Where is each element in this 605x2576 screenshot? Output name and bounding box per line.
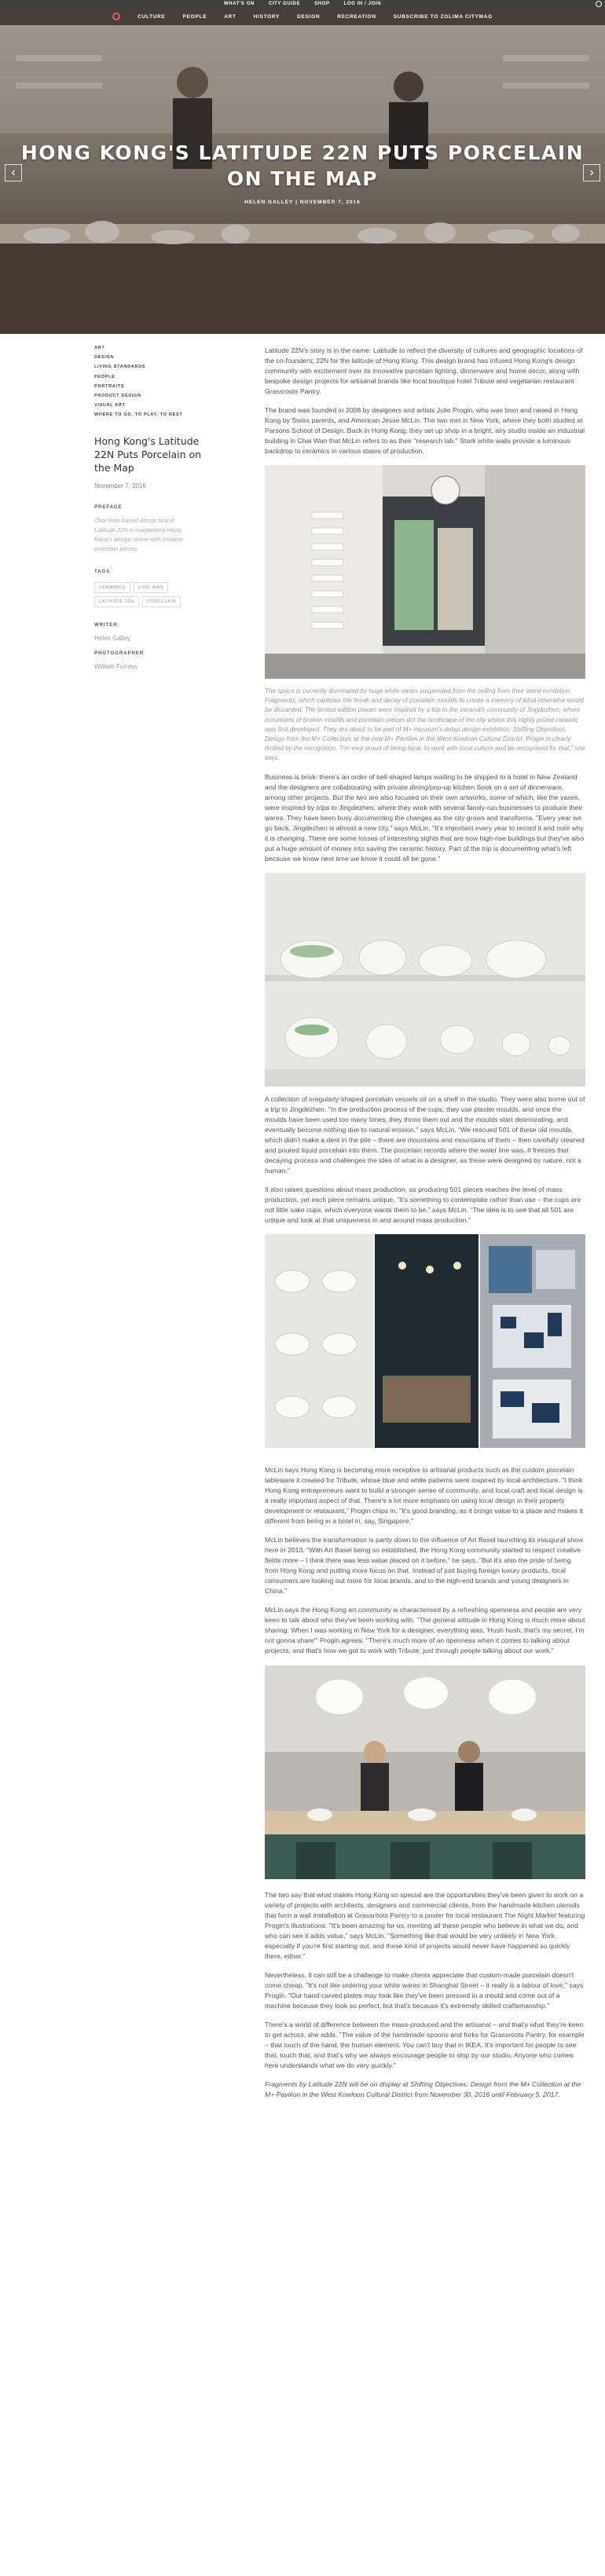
- search-icon[interactable]: [596, 1, 602, 7]
- category-design[interactable]: DESIGN: [94, 355, 115, 361]
- nav-item-people[interactable]: PEOPLE: [182, 13, 207, 20]
- tag-chai-wan[interactable]: CHAI WAN: [134, 582, 168, 593]
- paragraph: Nevertheless, it can still be a challenge to make clients appreciate that custom-made porcelain doesn't come cheap. "It's not like ordering your white wares in Shanghai Street – it really is a labour of love," says Progin. "Our hand-carved plates may look like they've been pressed in a mould and come out of a machine because they look so perfect, but that's because it's extremely skilled craftsmanship.": [265, 1970, 584, 2010]
- paragraph: McLin says the Hong Kong art community is characterised by a refreshing openness and people are very keen to talk about who they've been working with. "The general attitude in Hong Kong is much more about sharing. When I was working in New York for a designer, everything was, 'Hush hush, that's my secret, I'm not gonna share'" Progin agrees. "There's much more of an openness when it comes to talking about projects, and that's how we got to work with Tribute, just through people talking about our work.": [265, 1605, 585, 1654]
- hero-byline: HELEN GALLEY | NOVEMBER 7, 2016: [244, 200, 361, 205]
- tags-heading: TAGS: [94, 570, 111, 575]
- preface-heading: PREFACE: [94, 505, 123, 511]
- shop-link[interactable]: SHOP: [314, 2, 330, 6]
- top-utility-bar: [0, 0, 605, 8]
- studio-photo: [265, 465, 585, 679]
- sidebar-article-title: Hong Kong's Latitude 22N Puts Porcelain on the Map: [94, 435, 202, 475]
- nav-item-culture[interactable]: CULTURE: [138, 13, 166, 20]
- paragraph: Business is brisk: there's an order of bell-shaped lamps waiting to be shipped to a hotel in New Zealand and the designers are collaborating with private dining/pop-up kitchen Sook on a set of dinnerware, among other projects. But the two are also focused on their own artworks, some of which, like the vases, were inspired by trips to Jingdezhen, where they work with several family-run businesses to produce their wares. They have been busy documenting the changes as the city grows and transforms. "Every year we go back, Jingdezhen is almost a new city," says McLin. "It's important every year to record it and note why it is changing. There are some losses of interesting sights that are now high-rise buildings but they've also put a huge amount of money into saving the ceramic history. Part of the trip is documenting what's left because we know next time we know it could all be gone.": [265, 772, 585, 863]
- paragraph: The two say that what makes Hong Kong so special are the opportunities they've been given to work on a variety of projects with architects, designers and commercial clients, from the handmade kitchen utensils that form a wall installation at Grassroots Pantry to a poster for local restaurant The Night Market featuring Progin's illustrations. "It's been amazing for us, meeting all these people who believe in what we do, and who can see it adds value," says McLin. "Something like that would be very unlikely in New York, especially if you're first starting out, and these kind of projects would never have happened so quickly there, either.": [265, 1890, 585, 1960]
- writer-name[interactable]: Helen Galley: [94, 635, 130, 643]
- paragraph: The brand was founded in 2008 by designers and artists Julie Progin, who was born and raised in Hong Kong by Swiss parents, and American Jesse McLin. The two met in New York, where they both studied at Parsons School of Design. Back in Hong Kong, they set up shop in a bright, airy studio inside an industrial building in Chai Wan that McLin refers to as their "research lab." Stark white walls provide a luminous backdrop to ceramics in various states of production.: [265, 406, 585, 455]
- main-nav: [0, 8, 605, 25]
- next-arrow-icon[interactable]: ›: [583, 164, 600, 181]
- tag-latitude-22n[interactable]: LATITUDE 22N: [94, 596, 139, 607]
- photographer-name[interactable]: William Furniss: [94, 663, 138, 671]
- category-art[interactable]: ART: [94, 346, 105, 350]
- whats-on-link[interactable]: WHAT'S ON: [223, 2, 255, 6]
- paragraph: It also raises questions about mass production, as producing 501 pieces reaches the level of mass production, yet each piece remains unique. "It's something to contemplate rather than use – the cups are not little sake cups, which everyone wants them to be," says McLin. "The idea is to see that all 501 are unique and look at that uniqueness in and around mass production.": [265, 1185, 581, 1224]
- logo-icon[interactable]: [112, 13, 120, 20]
- hero-title: HONG KONG'S LATITUDE 22N PUTS PORCELAIN ON THE MAP: [20, 141, 585, 190]
- nav-item-art[interactable]: ART: [224, 13, 236, 20]
- nav-item-recreation[interactable]: RECREATION: [337, 13, 376, 20]
- paragraph: Latitude 22N's story is in the name: Latitude to reflect the diversity of cultures and geographic locations of the co-founders; 22N for the latitude of Hong Kong. This design brand has infused Hong Kong's design community with excitement over its innovative porcelain lighting, dinnerware and home décor, along with bespoke design projects for artisanal brands like local boutique hotel Tribute and vegetarian restaurant Grassroots Pantry.: [265, 346, 583, 395]
- previous-arrow-icon[interactable]: ‹: [5, 164, 22, 181]
- city-guide-link[interactable]: CITY GUIDE: [268, 2, 301, 6]
- photo-caption: The space is currently dominated by huge white vases suspended from the ceiling from their latest exhibition, Fragments, which captures the break and decay of porcelain moulds to create a memory of what otherwise would be discarded. The limited edition pieces were inspired by a trip to the ceramics community of Jingdezhen, where mountains of broken moulds and porcelain pieces dot the landscape of the city where this highly prized ceramic was first developed. They are about to be part of M+ museum's debut design exhibition, Shifting Objectives: Design from the M+ Collection, at the new M+ Pavilion in the West Kowloon Cultural District. Progin is clearly thrilled by the recognition. "I'm very proud of being local, to work with local culture and be recognised for that," she says.: [265, 687, 585, 762]
- porcelain-vessels-photo: [265, 873, 585, 1086]
- sidebar-date: November 7, 2016: [94, 482, 146, 490]
- photo-collage: [265, 1234, 585, 1448]
- nav-item-history[interactable]: HISTORY: [253, 13, 280, 20]
- nav-item-design[interactable]: DESIGN: [297, 13, 321, 20]
- paragraph: McLin says Hong Kong is becoming more receptive to artisanal products such as the custom porcelain tableware it created for Tribute, whose blue and white patterns were inspired by local architecture. "I think Hong Kong entrepreneurs want to build a stronger sense of community, and local craft and local design is a really important aspect of that. There's a lot more emphasis on using local design in their property development or restaurant," Progin chips in. "It's good branding, as it brings value to a place and makes it different from being in a hotel in, say, Singapore.": [265, 1465, 583, 1525]
- category-portraits[interactable]: PORTRAITS: [94, 383, 125, 389]
- writer-heading: WRITER: [94, 623, 118, 628]
- preface-text: Chai Wan-based design brand Latitude 22N is invigorating Hong Kong's design scene with creative porcelain pieces: [94, 517, 183, 553]
- paragraph: A collection of irregularly-shaped porcelain vessels sit on a shelf in the studio. They were also borne out of a trip to Jingdezhen. "In the production process of the cups, they use plaster moulds, and once the moulds have been used too many times, they throw them out and the moulds start deteriorating, and eventually become nothing due to natural erosion," says McLin. "We rescued 501 of these old moulds, which didn't make a dent in the pile – there are mountains and mountains of them – then carefully cleaned and poured liquid porcelain into them. The porcelain records where the water line was. It freezes that decaying process and challenges the idea of what is a designer, as these were designed by nature, not a human.": [265, 1094, 585, 1174]
- photographer-heading: PHOTOGRAPHER: [94, 651, 145, 657]
- article-body: [265, 346, 585, 2109]
- founders-portrait-photo: [265, 1665, 585, 1879]
- category-product-design[interactable]: PRODUCT DESIGN: [94, 393, 141, 398]
- login-link[interactable]: LOG IN / JOIN: [343, 2, 382, 6]
- tag-list: [94, 582, 204, 607]
- category-people[interactable]: PEOPLE: [94, 374, 116, 379]
- exhibition-note: Fragments by Latitude 22N will be on display at Shifting Objectives: Design from the M+ Collection at the M+ Pavilion in the West Kowloon Cultural District from November 30, 2016 until February 5, 2017.: [265, 2079, 581, 2098]
- nav-item-subscribe[interactable]: SUBSCRIBE TO ZOLIMA CITYMAG: [393, 13, 493, 20]
- tag-porcelain[interactable]: PORCELAIN: [142, 596, 181, 607]
- paragraph: McLin believes the transformation is partly down to the influence of Art Basel launching its inaugural show here in 2013. "With Art Basel being so established, the Hong Kong community started to respect creative fields more – I think there was less value placed on it before," he says. "But it's also the pride of being from Hong Kong and putting more focus on that. Instead of just buying foreign luxury products, local consumers are looking out more for local brands, and to the high-end brands and young designers in China.": [265, 1535, 584, 1595]
- article-sidebar: [94, 346, 236, 670]
- tag-ceramics[interactable]: CERAMICS: [94, 582, 130, 593]
- category-living-standards[interactable]: LIVING STANDARDS: [94, 365, 146, 370]
- category-visual-art[interactable]: VISUAL ART: [94, 403, 126, 409]
- category-where-to-go[interactable]: WHERE TO GO, TO PLAY, TO REST: [94, 412, 183, 418]
- paragraph: There's a world of difference between the mass-produced and the artisanal – and that's what they're keen to get across, she adds. "The value of the handmade spoons and forks for Grassroots Pantry, for example – that touch of the hand, the human element. You can't buy that in IKEA. It's important for people to see that, touch that, and that's why we always encourage people to stop by our studio. Anyone who comes here understands what we do very quickly.": [265, 2020, 585, 2069]
- hero-banner: [0, 8, 605, 334]
- category-list: [94, 346, 236, 417]
